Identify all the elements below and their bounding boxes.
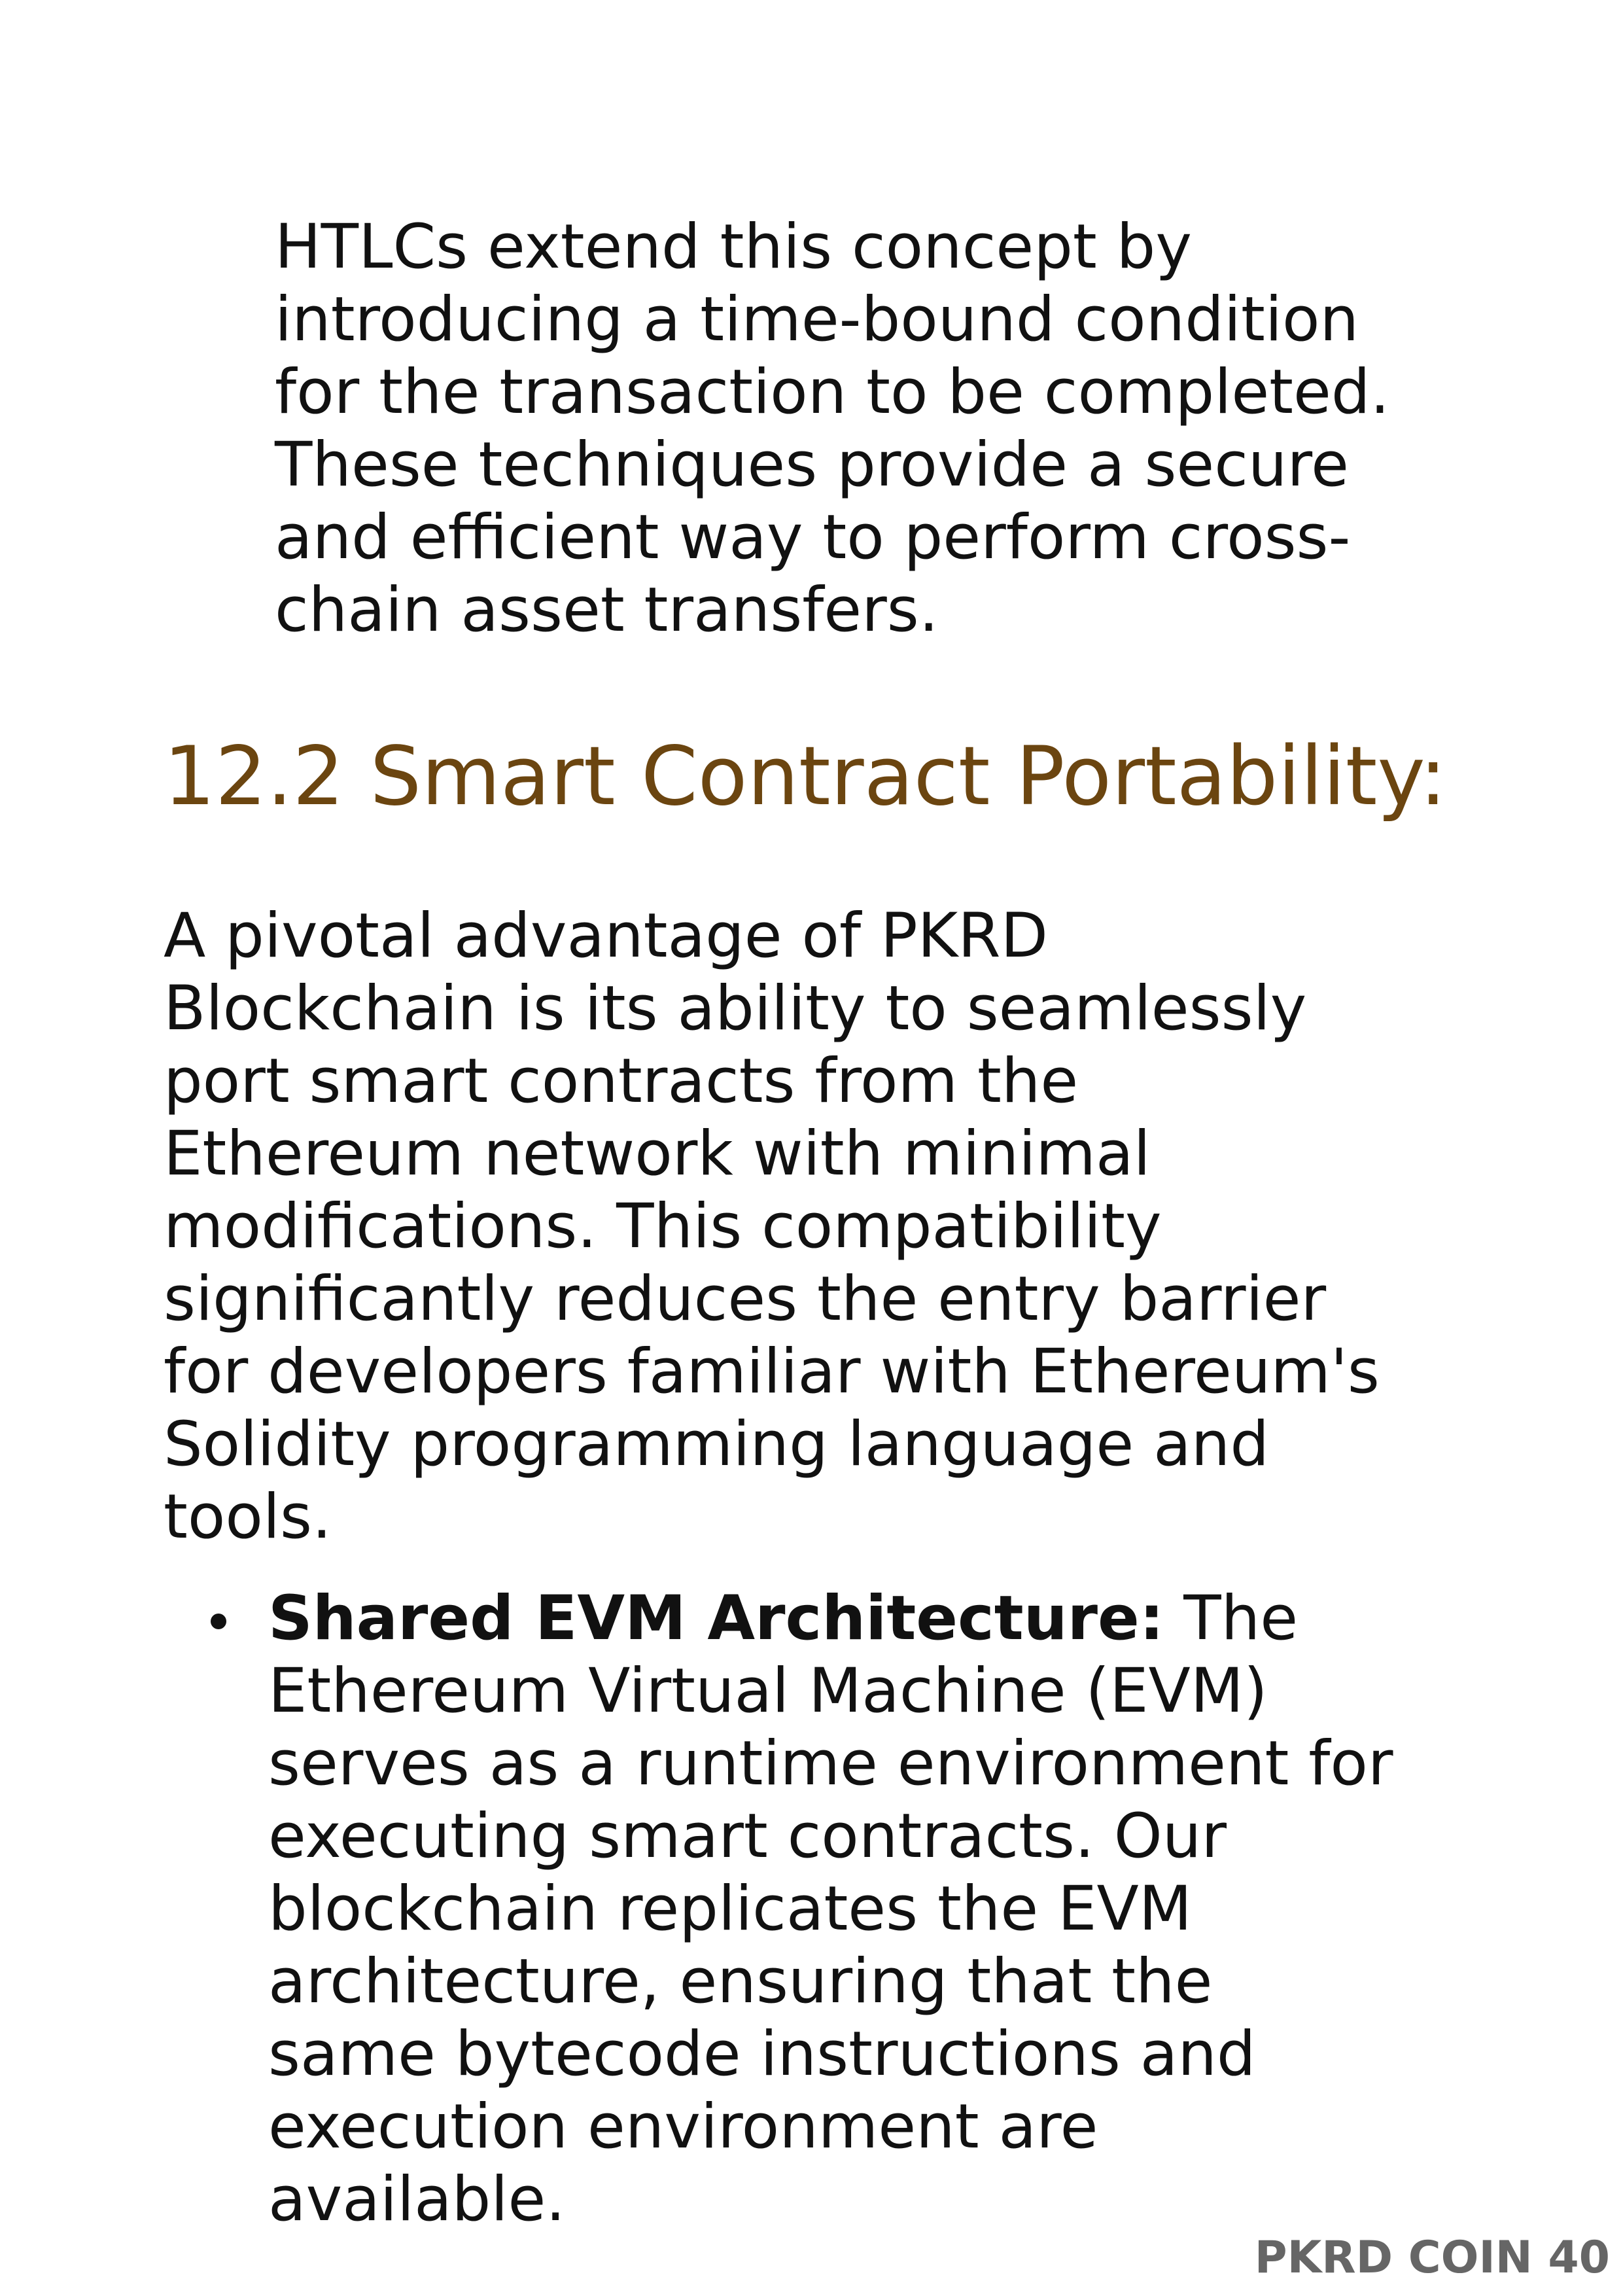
list-item [164, 1582, 1537, 2236]
section-body-paragraph: A pivotal advantage of PKRD Blockchain is its ability to seamlessly port smart contracts from the Ethereum network with minimal modifications. This compatibility significantly reduces the entry barrier for developers familiar with Ethereum's Solidity programming language and tools. [164, 900, 1380, 1553]
intro-paragraph: HTLCs extend this concept by introducing a time-bound condition for the transaction to be completed. These techniques provide a secure and efficient way to perform cross- chain asset transfers. [275, 211, 1390, 646]
bullet-term: Shared EVM Architecture: [268, 1583, 1164, 1654]
page-footer: PKRD COIN 40 [1254, 2232, 1610, 2284]
bullet-dot-icon [211, 1614, 226, 1629]
bullet-list [164, 1582, 1537, 2236]
bullet-text: The Ethereum Virtual Machine (EVM) serves as a runtime environment for executing smart contracts. Our blockchain replicates the EVM architecture, ensuring that the same bytecode instructions and execution environment are available. [268, 1583, 1393, 2235]
section-heading: 12.2 Smart Contract Portability: [164, 730, 1447, 824]
